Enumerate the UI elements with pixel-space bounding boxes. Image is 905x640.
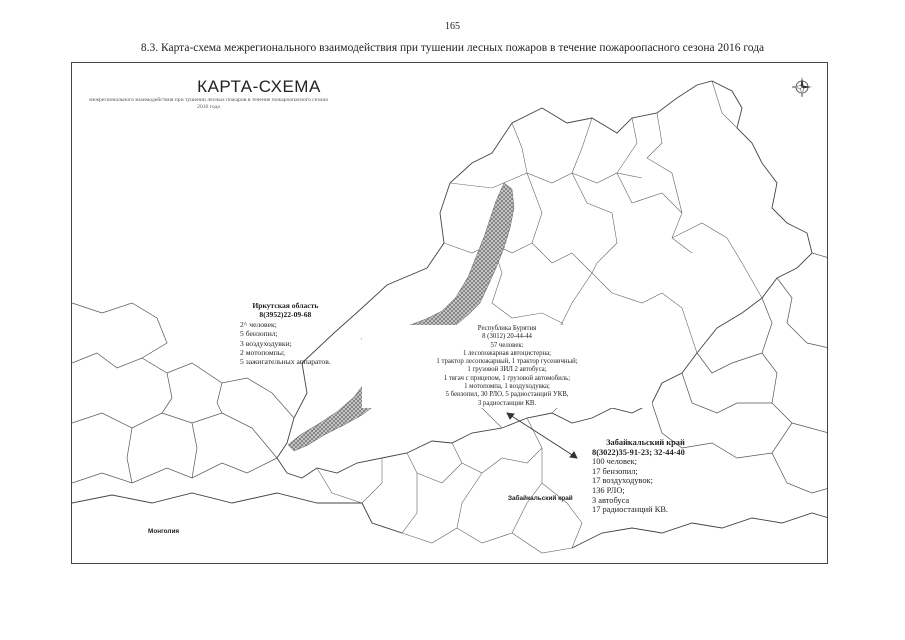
zabaikalsky-info xyxy=(592,438,691,515)
buryatia-line: 1 лесопожарная автоцистерна; xyxy=(462,349,552,357)
irkutsk-phone: 8(3952)22-09-68 xyxy=(259,310,312,320)
zabaikalsky-name: Забайкальский край xyxy=(606,438,685,447)
irkutsk-line: 5 зажигательных аппаратов. xyxy=(240,357,331,367)
southern-border-east xyxy=(572,513,828,548)
place-label-mongolia: Монголия xyxy=(148,528,180,535)
buryatia-line: 1 мотопомпа, 1 воздуходувка; xyxy=(464,383,550,391)
irkutsk-line: 2 мотопомпы; xyxy=(240,348,286,358)
page-number: 165 xyxy=(445,21,460,32)
compass-rose-icon xyxy=(792,77,812,97)
buryatia-line: 57 человек: xyxy=(490,341,524,349)
map-frame xyxy=(71,62,828,564)
buryatia-line: 1 грузовой ЗИЛ 2 автобуса; xyxy=(467,366,547,374)
irkutsk-line: 5 бензопил; xyxy=(240,329,278,339)
zabaikalsky-phone: 8(3022)35-91-23; 32-44-40 xyxy=(592,447,685,457)
buryatia-info xyxy=(362,325,652,408)
irkutsk-info xyxy=(240,301,331,367)
irkutsk-line: 2^ человек; xyxy=(240,319,277,329)
buryatia-phone: 8 (3012) 20-44-44 xyxy=(482,333,532,341)
district-lines xyxy=(317,81,762,553)
buryatia-line: 3 радиостанции КВ. xyxy=(477,399,537,407)
zabaikalsky-line: 17 бензопил; xyxy=(592,466,638,476)
southern-border xyxy=(72,493,402,533)
map-subtitle: межрегионального взаимодействия при тушении лесных пожаров в течение пожароопасного сезона 2016 года xyxy=(89,97,328,110)
zabaikalsky-line: 100 человек; xyxy=(592,457,637,467)
buryatia-line: 1 трактор лесопожарный, 1 трактор гусеничный; xyxy=(436,358,578,366)
place-label-zabaikalsky: Забайкальский край xyxy=(508,495,573,502)
map-title: КАРТА-СХЕМА xyxy=(197,77,321,96)
buryatia-name: Республика Бурятия xyxy=(477,325,537,332)
irkutsk-name: Иркутская область xyxy=(252,301,319,310)
buryatia-line: 1 тягач с прицепом, 1 грузовой автомобиль; xyxy=(443,374,571,382)
irkutsk-line: 3 воздуходувки; xyxy=(240,338,292,348)
region-boundary-buryatia xyxy=(277,81,812,478)
page-heading: 8.3. Карта-схема межрегионального взаимодействия при тушении лесных пожаров в течение пожароопасного сезона 2016 года xyxy=(140,42,765,54)
zabaikalsky-line: 17 радиостанций КВ. xyxy=(592,505,668,515)
zabaikalsky-line: 17 воздуходувок; xyxy=(592,476,653,486)
zabaikalsky-line: 3 автобуса xyxy=(592,495,630,505)
map-drawing xyxy=(72,63,828,564)
zabaikalsky-line: 136 РЛО; xyxy=(592,485,625,495)
buryatia-line: 5 бензопил, 30 РЛО, 5 радиостанций УКВ, xyxy=(445,391,569,399)
